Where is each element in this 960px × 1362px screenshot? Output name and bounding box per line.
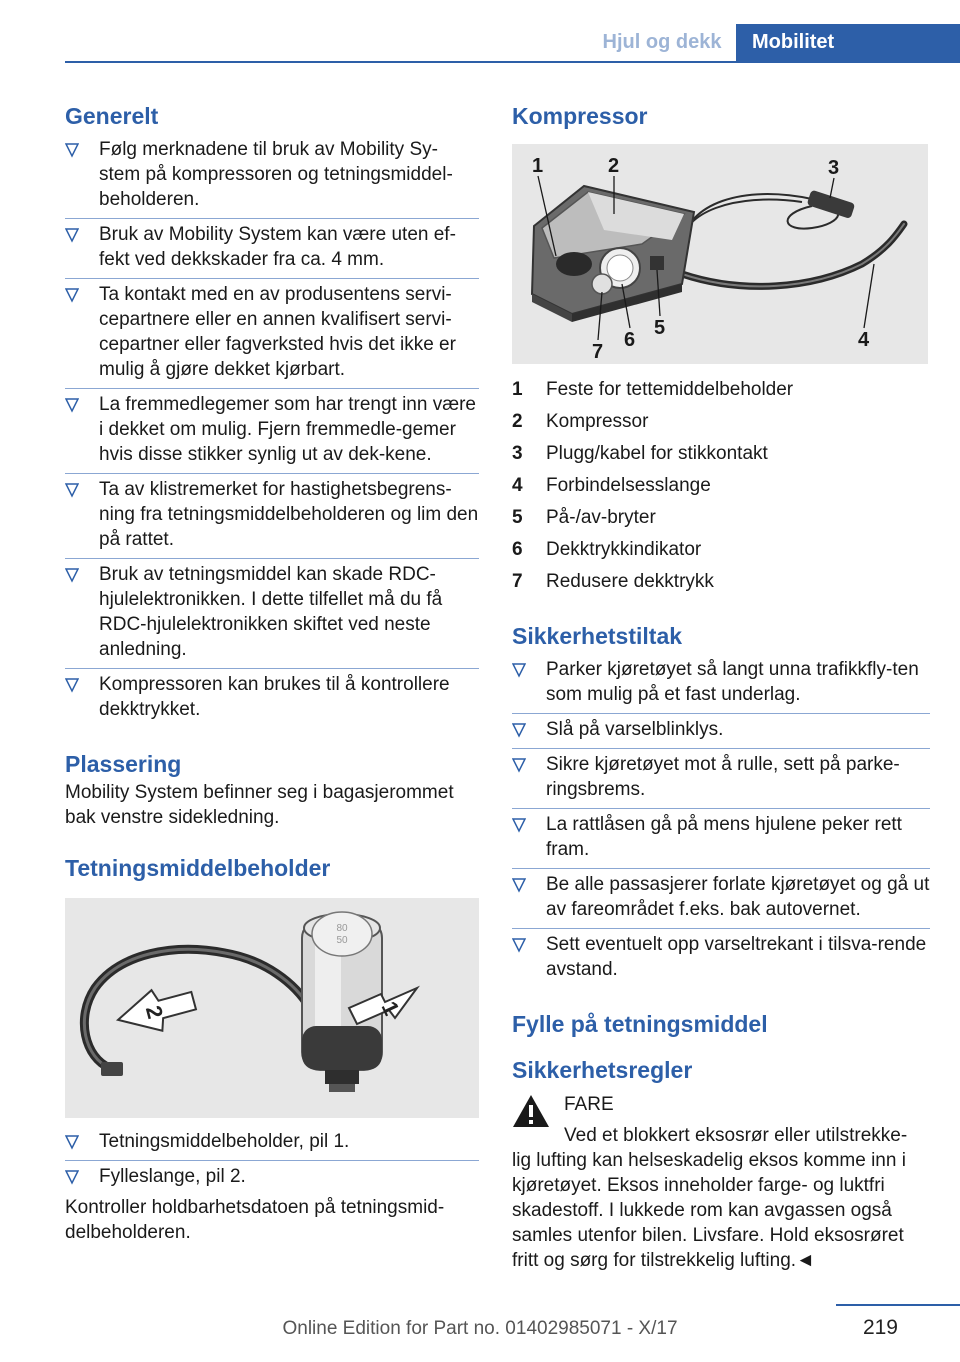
right-column bbox=[512, 100, 930, 1273]
header-rule bbox=[65, 61, 960, 63]
danger-notice bbox=[512, 1092, 930, 1273]
tetning-list bbox=[65, 1126, 479, 1195]
tetning-text: Kontroller holdbarhetsdatoen på tetningsmid-delbeholderen. bbox=[65, 1197, 445, 1243]
sealant-container-figure bbox=[65, 898, 479, 1118]
triangle-bullet-icon bbox=[65, 677, 79, 693]
figure-label-5: 5 bbox=[654, 317, 666, 339]
compressor-figure bbox=[512, 144, 928, 364]
triangle-bullet-icon bbox=[65, 227, 79, 243]
triangle-bullet-icon bbox=[512, 722, 526, 738]
danger-text-first-line: Ved et blokkert eksosrør eller utilstrekke- bbox=[564, 1125, 908, 1146]
compressor-legend bbox=[512, 374, 930, 598]
list-item: Slå på varselblinklys. bbox=[512, 714, 930, 749]
list-item: Tetningsmiddelbeholder, pil 1. bbox=[65, 1126, 479, 1161]
triangle-bullet-icon bbox=[65, 397, 79, 413]
sikkerhetstiltak-list bbox=[512, 654, 930, 988]
section-tab-mobilitet[interactable]: Mobilitet bbox=[736, 24, 960, 61]
heading-sikkerhetstiltak: Sikkerhetstiltak bbox=[512, 623, 683, 649]
list-item: Bruk av tetningsmiddel kan skade RDC-hjulelektronikken. I dette tilfellet må du få RDC-hjulelektronikken skiftet ved neste anledning. bbox=[65, 559, 479, 669]
left-column bbox=[65, 100, 479, 1245]
list-item: Kompressoren kan brukes til å kontrollere dekktrykket. bbox=[65, 669, 479, 728]
list-item: Sett eventuelt opp varseltrekant i tilsva-rende avstand. bbox=[512, 929, 930, 988]
legend-row: 5 På-/av-bryter bbox=[512, 507, 656, 528]
danger-text: lig lufting kan helseskadelig eksos komme inn i kjøretøyet. Eksos inneholder farge- og luktfri skadestoff. I lukkede rom kan avgassen også samles utenfor bilen. Livsfare. Hold eksosrøret fritt og sørg for tilstrekkelig lufting.◄ bbox=[512, 1150, 906, 1271]
triangle-bullet-icon bbox=[512, 662, 526, 678]
list-item: Bruk av Mobility System kan være uten ef-fekt ved dekkskader fra ca. 4 mm. bbox=[65, 219, 479, 279]
legend-row: 1 Feste for tettemiddelbeholder bbox=[512, 379, 794, 400]
plassering-text: Mobility System befinner seg i bagasjerommet bak venstre sidekledning. bbox=[65, 782, 454, 828]
triangle-bullet-icon bbox=[65, 1169, 79, 1185]
heading-sikkerhetsregler: Sikkerhetsregler bbox=[512, 1057, 693, 1083]
figure-label-1: 1 bbox=[532, 155, 544, 177]
list-item: Ta av klistremerket for hastighetsbegrens-ning fra tetningsmiddelbeholderen og lim den på rattet. bbox=[65, 474, 479, 559]
gauge-value-b: 50 bbox=[336, 935, 348, 946]
compressor-illustration bbox=[512, 144, 928, 364]
list-item: Ta kontakt med en av produsentens servi-cepartnere eller en annen kvalifisert servi-cepartner eller fagverksted hvis det ikke er mulig å gjøre dekket kjørbart. bbox=[65, 279, 479, 389]
gauge-value-a: 80 bbox=[336, 923, 348, 934]
triangle-bullet-icon bbox=[65, 287, 79, 303]
section-tab-hjul-og-dekk[interactable]: Hjul og dekk bbox=[602, 31, 722, 53]
heading-kompressor: Kompressor bbox=[512, 103, 648, 129]
triangle-bullet-icon bbox=[512, 817, 526, 833]
page-number: 219 bbox=[862, 1316, 898, 1339]
list-item: La fremmedlegemer som har trengt inn være i dekket om mulig. Fjern fremmedle-gemer hvis disse stikker synlig ut av dek-kene. bbox=[65, 389, 479, 474]
heading-plassering: Plassering bbox=[65, 751, 182, 777]
list-item: Sikre kjøretøyet mot å rulle, sett på parke-ringsbrems. bbox=[512, 749, 930, 809]
legend-row: 4 Forbindelsesslange bbox=[512, 475, 711, 496]
legend-row: 3 Plugg/kabel for stikkontakt bbox=[512, 443, 768, 464]
figure-label-7: 7 bbox=[592, 341, 604, 363]
legend-row: 6 Dekktrykkindikator bbox=[512, 539, 702, 560]
danger-label: FARE bbox=[564, 1094, 614, 1115]
list-item: Fylleslange, pil 2. bbox=[65, 1161, 479, 1195]
triangle-bullet-icon bbox=[65, 142, 79, 158]
heading-generelt: Generelt bbox=[65, 103, 159, 129]
generelt-list bbox=[65, 134, 479, 728]
triangle-bullet-icon bbox=[512, 937, 526, 953]
heading-fylle-pa-tetningsmiddel: Fylle på tetningsmiddel bbox=[512, 1011, 768, 1037]
triangle-bullet-icon bbox=[512, 757, 526, 773]
arrow-label-1: 1 bbox=[376, 997, 405, 1020]
sealant-container-illustration bbox=[65, 898, 479, 1118]
triangle-bullet-icon bbox=[512, 877, 526, 893]
heading-tetningsmiddelbeholder: Tetningsmiddelbeholder bbox=[65, 855, 331, 881]
triangle-bullet-icon bbox=[65, 1134, 79, 1150]
figure-label-2: 2 bbox=[608, 155, 620, 177]
footer-rule bbox=[836, 1304, 960, 1306]
arrow-2 bbox=[113, 980, 199, 1041]
list-item: Følg merknadene til bruk av Mobility Sy-stem på kompressoren og tetningsmiddel-beholderen. bbox=[65, 134, 479, 219]
list-item: Parker kjøretøyet så langt unna trafikkfly-ten som mulig på et fast underlag. bbox=[512, 654, 930, 714]
legend-row: 2 Kompressor bbox=[512, 411, 649, 432]
figure-label-4: 4 bbox=[858, 329, 870, 351]
list-item: La rattlåsen gå på mens hjulene peker rett fram. bbox=[512, 809, 930, 869]
figure-label-3: 3 bbox=[828, 157, 840, 179]
footer-edition: Online Edition for Part no. 01402985071 - X/17 bbox=[282, 1318, 678, 1339]
warning-triangle-icon bbox=[512, 1094, 550, 1128]
list-item: Be alle passasjerer forlate kjøretøyet og gå ut av fareområdet f.eks. bak autovernet. bbox=[512, 869, 930, 929]
triangle-bullet-icon bbox=[65, 482, 79, 498]
legend-row: 7 Redusere dekktrykk bbox=[512, 571, 714, 592]
arrow-label-2: 2 bbox=[140, 1002, 169, 1022]
figure-label-6: 6 bbox=[624, 329, 636, 351]
triangle-bullet-icon bbox=[65, 567, 79, 583]
